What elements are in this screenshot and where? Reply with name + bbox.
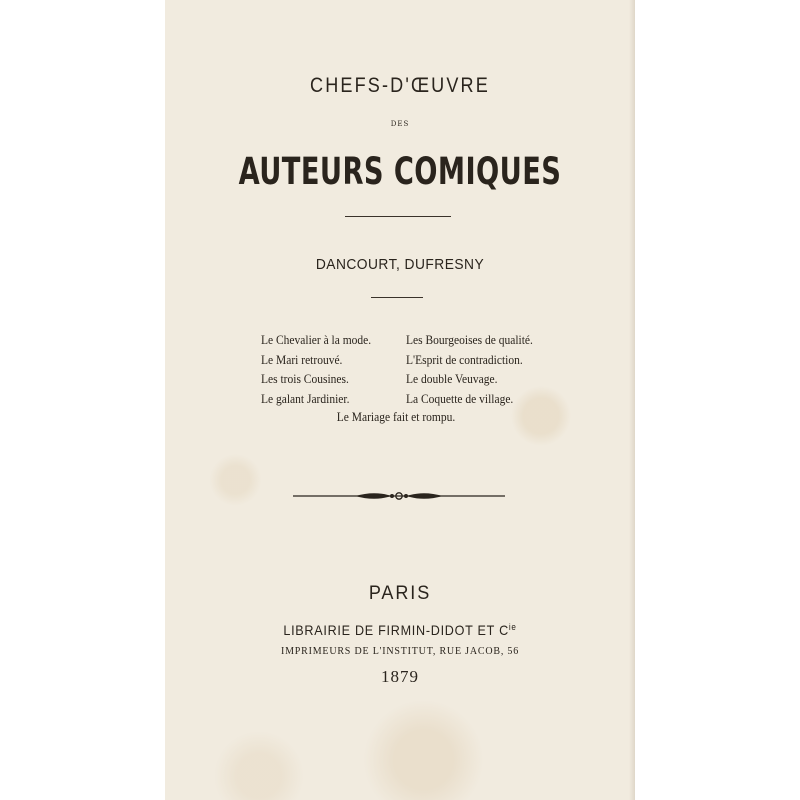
works-column-right [406,331,544,409]
work-item: Le galant Jardinier. [261,391,350,406]
main-title: AUTEURS COMIQUES [238,150,562,193]
imprint-address: IMPRIMEURS DE L'INSTITUT, RUE JACOB, 56 [280,646,520,657]
work-item: Le Chevalier à la mode. [261,333,372,347]
title-line-1: CHEFS-D'ŒUVRE [310,74,490,97]
publisher-name: LIBRAIRIE DE FIRMIN-DIDOT ET C [283,622,509,638]
imprint-year: 1879 [381,667,419,686]
work-item: L'Esprit de contradiction. [406,352,523,367]
imprint-publisher [189,622,612,638]
title-page [165,0,635,800]
ornament-divider-icon [293,488,505,504]
authors-line: DANCOURT, DUFRESNY [315,256,485,273]
divider-rule-2 [371,297,423,298]
work-item-last: Le Mariage fait et rompu. [336,410,456,424]
imprint-city: PARIS [368,583,432,604]
publisher-suffix: ie [508,622,517,632]
work-item: Les Bourgeoises de qualité. [406,333,533,347]
work-item: Le double Veuvage. [406,372,498,386]
work-item: Les trois Cousines. [261,372,349,386]
works-column-left [261,331,381,409]
title-line-2: DES [390,120,410,128]
work-item: La Coquette de village. [406,391,514,406]
work-item: Le Mari retrouvé. [261,352,343,367]
divider-rule-1 [345,216,451,217]
